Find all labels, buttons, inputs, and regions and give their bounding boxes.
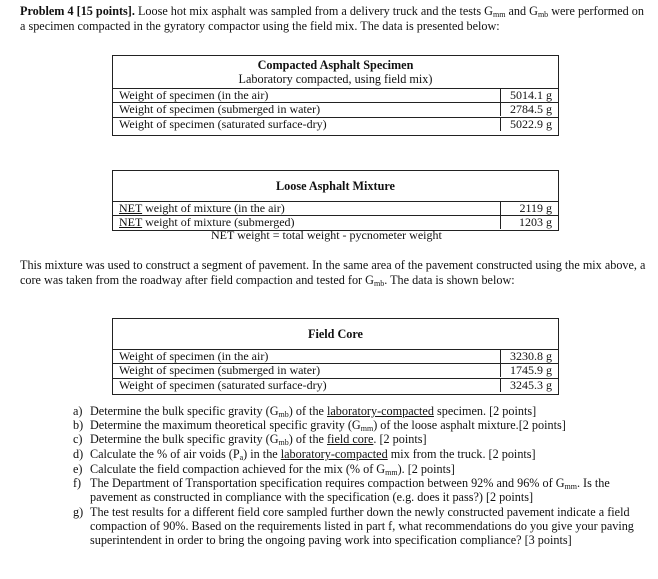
table-row <box>113 118 558 131</box>
row-label-net: NET <box>119 201 143 215</box>
row-value: 1745.9 g <box>500 364 558 377</box>
intro-sub-2: mb <box>537 10 549 19</box>
question-text: The Department of Transportation specification requires compaction between 92% and 96% of G <box>90 476 565 490</box>
intro-text-3: were performed on a specimen compacted in the gyratory compactor using the field mix. The data is presented below: <box>20 4 644 33</box>
question-letter: b) <box>73 418 84 432</box>
row-label: Weight of specimen (saturated surface-dry) <box>119 378 327 392</box>
problem-intro <box>20 4 648 34</box>
question-text: Calculate the % of air voids (P <box>90 447 240 461</box>
table3-title: Field Core <box>308 327 363 341</box>
table-row <box>113 202 558 215</box>
table-row <box>113 89 558 102</box>
question-text: Determine the maximum theoretical specific gravity (G <box>90 418 361 432</box>
question-text: ) of the <box>288 432 327 446</box>
table-row <box>113 103 558 116</box>
table-row <box>113 364 558 377</box>
question-letter: d) <box>73 447 84 461</box>
row-label: Weight of specimen (in the air) <box>119 88 269 102</box>
middle-text-1: This mixture was used to construct a segment of pavement. In the same area of the pavement constructed using the mix above, a core was taken from the roadway after field compaction and tested for G <box>20 258 646 287</box>
question-letter: e) <box>73 462 83 476</box>
question-sub: mm <box>564 482 577 491</box>
row-value: 3230.8 g <box>500 350 558 363</box>
question-underline: laboratory-compacted <box>327 404 434 418</box>
table-row <box>113 379 558 392</box>
question-sub: a <box>239 453 244 462</box>
middle-text-2: . The data is shown below: <box>384 272 515 287</box>
row-value: 2119 g <box>500 202 558 215</box>
intro-sub-1: mm <box>492 10 506 19</box>
row-label: Weight of specimen (submerged in water) <box>119 102 321 116</box>
question-letter: c) <box>73 432 83 446</box>
row-value: 1203 g <box>500 216 558 229</box>
question-sub: mm <box>360 424 374 433</box>
problem-label: Problem 4 [15 points]. <box>20 4 135 18</box>
question-underline: field core <box>327 432 374 446</box>
net-weight-note: NET weight = total weight - pycnometer weight <box>211 228 442 242</box>
question-text: ). [2 points] <box>397 462 455 476</box>
table1-title: Compacted Asphalt Specimen <box>257 58 414 72</box>
question-sub: mb <box>278 438 289 447</box>
row-label: Weight of specimen (in the air) <box>119 349 269 363</box>
question-letter: g) <box>73 505 84 519</box>
row-label-net: NET <box>119 215 143 229</box>
middle-paragraph <box>20 258 648 287</box>
row-value: 2784.5 g <box>500 103 558 116</box>
question-text: Determine the bulk specific gravity (G <box>90 432 279 446</box>
question-text: ) of the loose asphalt mixture.[2 points] <box>373 418 566 432</box>
question-text: mix from the truck. [2 points] <box>387 447 536 461</box>
row-label: Weight of specimen (saturated surface-dry) <box>119 117 327 131</box>
question-text: ) in the <box>243 447 281 461</box>
loose-mixture-table <box>112 170 559 231</box>
question-text: specimen. [2 points] <box>433 404 537 418</box>
row-label: weight of mixture (submerged) <box>142 215 295 229</box>
table3-header <box>113 319 558 350</box>
table-row <box>113 350 558 363</box>
compacted-specimen-table <box>112 55 559 136</box>
row-label: weight of mixture (in the air) <box>142 201 285 215</box>
intro-text-1: Loose hot mix asphalt was sampled from a delivery truck and the tests G <box>134 4 493 18</box>
question-text: Calculate the field compaction achieved for the mix (% of G <box>90 462 386 476</box>
table2-title: Loose Asphalt Mixture <box>276 179 395 193</box>
question-sub: mb <box>278 410 289 419</box>
question-text: ) of the <box>288 404 327 418</box>
question-text: The test results for a different field core sampled further down the newly constructed pavement indicate a field compaction of 90%. Based on the requirements listed in part f, what recommendations do you give your paving superintendent in order to bring the ongoing paving work into specification compliance? [3 points] <box>90 505 634 547</box>
question-sub: mm <box>385 468 398 477</box>
row-value: 5014.1 g <box>500 89 558 102</box>
middle-sub: mb <box>373 278 385 288</box>
question-text: . Is the pavement as constructed in compliance with the specification (e.g. does it pass?) [2 points] <box>90 476 610 504</box>
question-text: . [2 points] <box>373 432 427 446</box>
table1-subtitle: Laboratory compacted, using field mix) <box>238 72 433 86</box>
intro-text-2: and G <box>505 4 538 18</box>
table2-header <box>113 171 558 202</box>
question-letter: a) <box>73 404 83 418</box>
question-letter: f) <box>73 476 82 490</box>
field-core-table <box>112 318 559 395</box>
row-value: 5022.9 g <box>500 118 558 131</box>
row-label: Weight of specimen (submerged in water) <box>119 363 321 377</box>
question-text: Determine the bulk specific gravity (G <box>90 404 279 418</box>
row-value: 3245.3 g <box>500 379 558 392</box>
question-underline: laboratory-compacted <box>280 447 388 461</box>
table1-header <box>113 56 558 89</box>
